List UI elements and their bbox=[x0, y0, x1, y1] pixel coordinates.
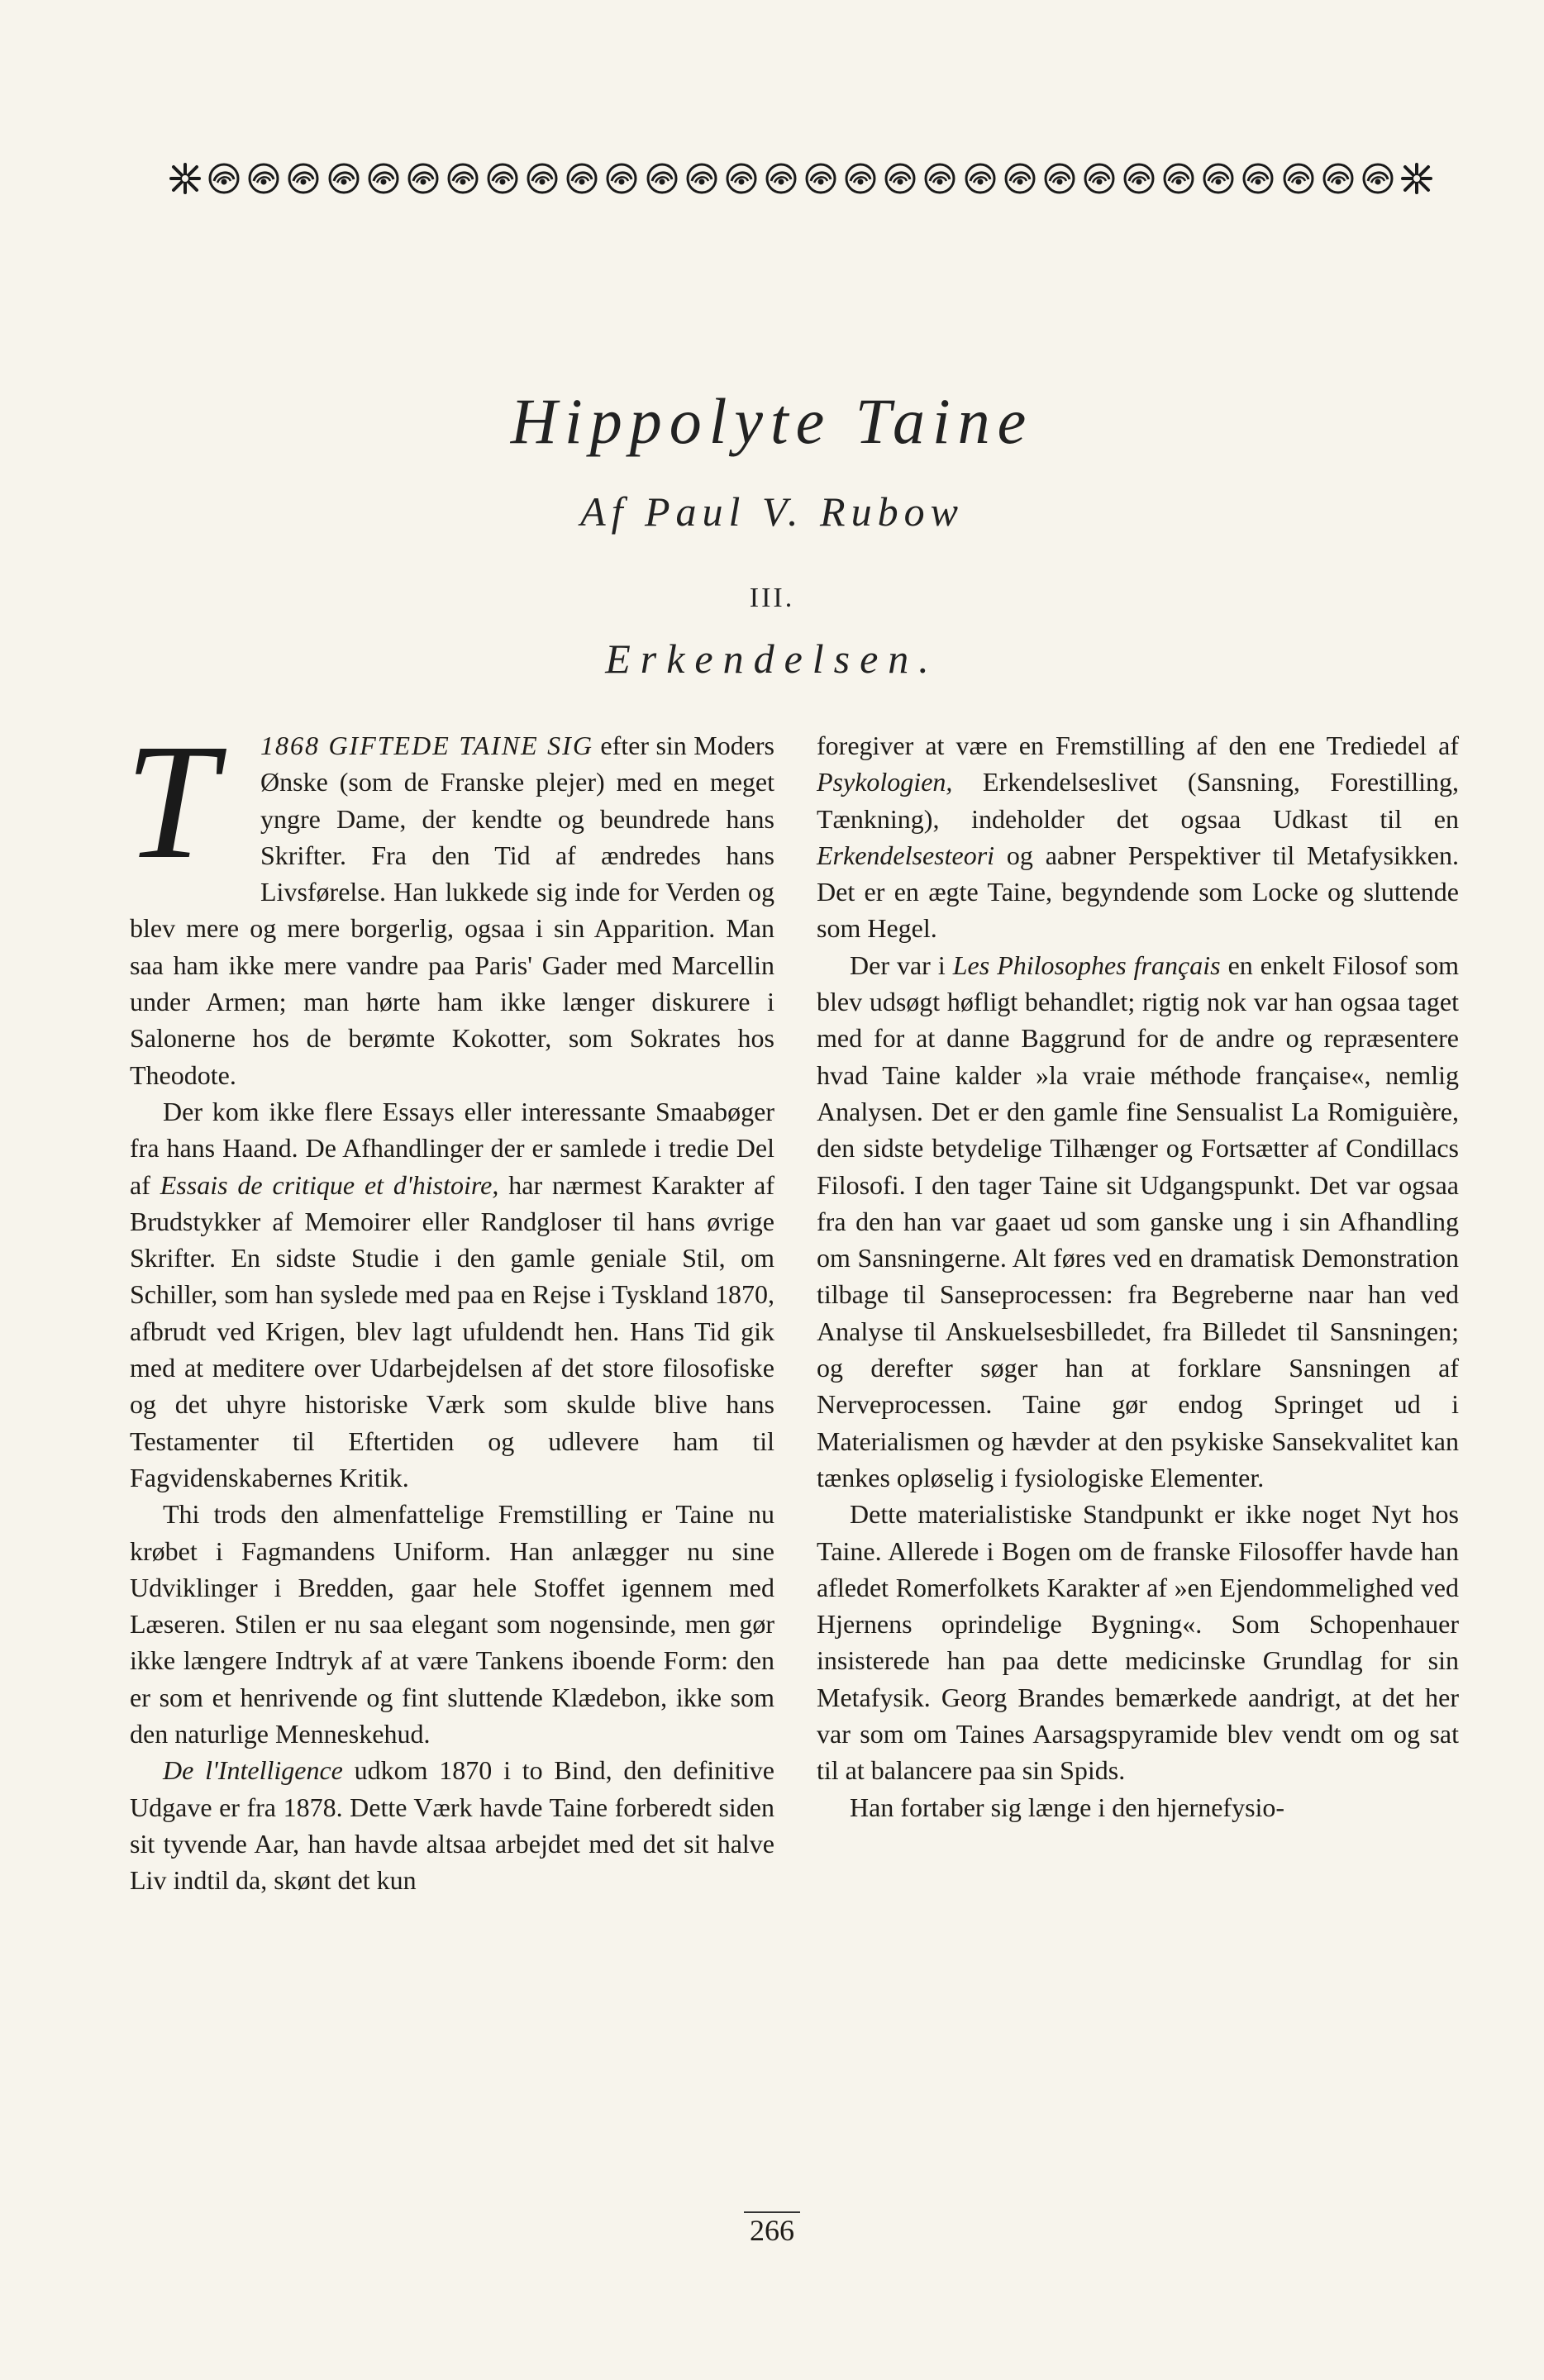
article-title: Hippolyte Taine bbox=[510, 385, 1034, 457]
swirl-ornament-icon bbox=[406, 161, 441, 196]
decorative-ornament-border bbox=[169, 155, 1433, 202]
swirl-ornament-icon bbox=[1241, 161, 1275, 196]
swirl-ornament-icon bbox=[1321, 161, 1356, 196]
section-title: Erkendelsen. bbox=[605, 635, 939, 682]
swirl-ornament-icon bbox=[286, 161, 321, 196]
swirl-ornament-icon bbox=[246, 161, 281, 196]
swirl-ornament-icon bbox=[446, 161, 480, 196]
swirl-ornament-icon bbox=[326, 161, 361, 196]
swirl-ornament-icon bbox=[883, 161, 917, 196]
swirl-ornament-icon bbox=[684, 161, 719, 196]
paragraph: Dette materialistiske Standpunkt er ikke noget Nyt hos Taine. Allerede i Bogen om de franske Filosoffer havde han afledet Romerfolkets Karakter af »en Ejendommelighed ved Hjernens oprindelige Bygning«. Som Schopenhauer insisterede han paa dette medicinske Grundlag for sin Metafysik. Georg Brandes bemærkede aandrigt, at det her var som om Taines Aarsagspyramide blev vendt om og sat til at balancere paa sin Spids. bbox=[817, 1499, 1459, 1786]
swirl-ornament-icon bbox=[645, 161, 679, 196]
article-author: Af Paul V. Rubow bbox=[580, 488, 964, 535]
paragraph-text: Der kom ikke flere Essays eller interessante Smaabøger fra hans Haand. De Afhandlinger der er samlede i tredie Del af bbox=[130, 1096, 774, 1200]
paragraph-text: Der var i bbox=[850, 950, 953, 980]
book-title: Erkendelsesteori bbox=[817, 840, 995, 870]
swirl-ornament-icon bbox=[525, 161, 560, 196]
crossed-star-icon bbox=[169, 162, 202, 195]
swirl-ornament-icon bbox=[1281, 161, 1316, 196]
swirl-ornament-icon bbox=[1361, 161, 1395, 196]
swirl-ornament-icon bbox=[724, 161, 759, 196]
book-title: Essais de critique et d'histoire, bbox=[160, 1169, 499, 1200]
paragraph-text: og aabner Perspektiver til Metafysikken. Det er en ægte Taine, begyndende som Locke og sluttende som Hegel. bbox=[817, 840, 1459, 944]
swirl-ornament-icon bbox=[963, 161, 998, 196]
paragraph bbox=[130, 1752, 774, 1898]
paragraph bbox=[130, 1093, 774, 1496]
book-title: De l'Intelligence bbox=[163, 1755, 343, 1786]
swirl-ornament-icon bbox=[843, 161, 878, 196]
swirl-ornament-icon bbox=[207, 161, 241, 196]
swirl-ornament-icon bbox=[604, 161, 639, 196]
swirl-ornament-icon bbox=[1201, 161, 1236, 196]
paragraph bbox=[817, 947, 1459, 1496]
book-title: Psykologien, bbox=[817, 767, 953, 797]
swirl-ornament-icon bbox=[366, 161, 401, 196]
swirl-ornament-icon bbox=[1003, 161, 1037, 196]
swirl-ornament-icon bbox=[922, 161, 957, 196]
paragraph: Thi trods den almenfattelige Fremstilling er Taine nu krøbet i Fagmandens Uniform. Han anlægger nu sine Udviklinger i Bredden, gaar hele Stoffet igennem med Læseren. Stilen er nu saa elegant som nogensinde, men gør ikke længere Indtryk af at være Tankens iboende Form: den er som et henrivende og fint sluttende Klædebon, ikke som den naturlige Menneskehud. bbox=[130, 1499, 774, 1749]
swirl-ornament-icon bbox=[565, 161, 599, 196]
swirl-ornament-icon bbox=[1042, 161, 1077, 196]
swirl-ornament-icon bbox=[803, 161, 838, 196]
left-column bbox=[125, 711, 775, 1899]
page-number: 266 bbox=[750, 2214, 794, 2247]
drop-cap: T bbox=[125, 711, 217, 893]
swirl-ornament-icon bbox=[1122, 161, 1156, 196]
paragraph: Han fortaber sig længe i den hjernefysio- bbox=[850, 1792, 1285, 1822]
paragraph-text: udkom 1870 i to Bind, den definitive Udgave er fra 1878. Dette Værk havde Taine forberedt siden sit tyvende Aar, han havde altsaa arbejdet med det sit halve Liv indtil da, skønt det kun bbox=[130, 1755, 775, 1896]
section-number: III. bbox=[749, 583, 795, 613]
paragraph bbox=[125, 711, 775, 1093]
swirl-ornament-icon bbox=[1161, 161, 1196, 196]
paragraph-text: har nærmest Karakter af Brudstykker af Memoirer eller Randgloser til hans øvrige Skrifter. En sidste Studie i den gamle geniale Stil, om Schiller, som han syslede med paa en Rejse i Tyskland 1870, afbrudt ved Krigen, blev lagt ufuldendt hen. Hans Tid gik med at meditere over Udarbejdelsen af det store filosofiske og det uhyre historiske Værk som skulde blive hans Testamenter til Eftertiden og udlevere ham til Fagvidenskabernes Kritik. bbox=[130, 1169, 775, 1492]
swirl-ornament-icon bbox=[764, 161, 798, 196]
swirl-ornament-icon bbox=[485, 161, 520, 196]
swirl-ornament-icon bbox=[1082, 161, 1117, 196]
paragraph-text: foregiver at være en Fremstilling af den ene Trediedel af bbox=[817, 731, 1459, 760]
paragraph-text: Erkendelseslivet (Sansning, Forestilling, Tænkning), indeholder det ogsaa Udkast til en bbox=[817, 767, 1459, 834]
paragraph-text: efter sin Moders Ønske (som de Franske plejer) med en meget yngre Dame, der kendte og beundrede hans Skrifter. Fra den Tid af ændredes hans Livsførelse. Han lukkede sig inde for Verden og blev mere og mere borgerlig, ogsaa i sin Apparition. Man saa ham ikke mere vandre paa Paris' Gader med Marcellin under Armen; man hørte ham ikke længer diskurere i Salonerne hos de berømte Kokotter, som Sokrates hos Theodote. bbox=[130, 731, 775, 1090]
book-title: Les Philosophes français bbox=[952, 950, 1221, 980]
right-column bbox=[817, 727, 1459, 1825]
crossed-star-icon bbox=[1400, 162, 1433, 195]
paragraph-text: en enkelt Filosof som blev udsøgt høfligt behandlet; rigtig nok var han ogsaa taget med for at danne Baggrund for de andre og repræsentere hvad Taine kalder »la vraie méthode française«, nemlig Analysen. Det er den gamle fine Sensualist La Romiguière, den sidste betydelige Tilhænger og Fortsætter af Condillacs Filosofi. I den tager Taine sit Udgangspunkt. Det var ogsaa fra den han var gaaet ud som ganske ung i sin Afhandling om Sansningerne. Alt føres ved en dramatisk Demonstration tilbage til Sanseprocessen: fra Begreberne naar han ved Analyse til Anskuelsesbilledet, fra Billedet til Sansningen; og derefter søger han at forklare Sansningen af Nerveprocessen. Taine gør endog Springet ud i Materialismen og hævder at den psykiske Sansekvalitet kan tænkes opløselig i fysiologiske Elementer. bbox=[817, 950, 1460, 1492]
paragraph bbox=[817, 727, 1459, 947]
opening-phrase: 1868 GIFTEDE TAINE SIG bbox=[260, 731, 593, 760]
